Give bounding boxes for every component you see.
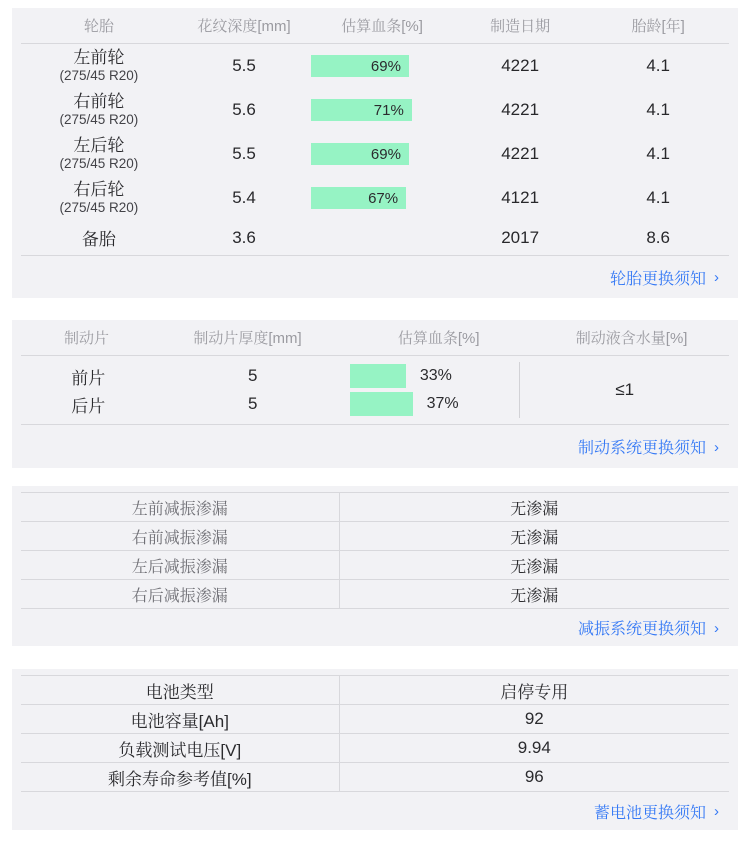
table-row (21, 763, 729, 792)
damper-value: 无渗漏 (510, 587, 559, 605)
tire-size: (275/45 R20) (59, 156, 139, 171)
battery-label: 负载测试电压[V] (21, 734, 340, 762)
battery-section (12, 669, 738, 830)
link-label: 轮胎更换须知 (609, 270, 706, 288)
tire-label: 右前轮 (73, 92, 125, 111)
brake-table-header (21, 320, 729, 356)
tire-label: 右后轮 (73, 180, 125, 199)
table-row (21, 44, 729, 88)
tire-header-age: 胎龄[年] (631, 18, 685, 35)
table-row (21, 580, 729, 609)
health-bar-label: 37% (426, 395, 459, 412)
tire-age-value: 4.1 (646, 144, 670, 163)
tire-age-value: 4.1 (646, 100, 670, 119)
health-bar (311, 143, 453, 165)
mfg-date-value: 4221 (501, 100, 540, 119)
battery-value: 启停专用 (500, 682, 569, 702)
health-bar (311, 55, 453, 77)
damper-label: 右后减振渗漏 (21, 580, 340, 608)
health-bar-fill: 67% (311, 187, 406, 209)
tire-label: 左后轮 (73, 136, 125, 155)
brake-fluid-moisture-value: ≤1 (519, 362, 729, 418)
link-label: 制动系统更换须知 (577, 440, 706, 457)
mfg-date-value: 4221 (501, 56, 540, 75)
brake-header-name: 制动片 (63, 330, 109, 347)
mfg-date-value: 4121 (501, 188, 540, 207)
mfg-date-value: 2017 (501, 227, 540, 247)
link-label: 减振系统更换须知 (577, 621, 706, 638)
tire-age-value: 4.1 (646, 56, 670, 75)
chevron-right-icon: › (714, 619, 719, 637)
tire-header-mfg-date: 制造日期 (490, 18, 551, 35)
tread-depth-value: 3.6 (232, 227, 256, 247)
tread-depth-value: 5.5 (232, 144, 256, 163)
tire-size: (275/45 R20) (59, 112, 139, 127)
table-row (21, 132, 729, 176)
tire-label: 备胎 (81, 230, 116, 249)
chevron-right-icon: › (714, 438, 719, 456)
battery-table (21, 675, 729, 792)
pad-thickness-value: 5 (248, 366, 258, 385)
health-bar-fill (350, 392, 413, 416)
damper-table (21, 492, 729, 609)
brake-header-thickness: 制动片厚度[mm] (193, 330, 302, 347)
tread-depth-value: 5.4 (232, 188, 256, 207)
tire-header-tread-depth: 花纹深度[mm] (197, 18, 291, 35)
table-row (21, 734, 729, 763)
tire-size: (275/45 R20) (59, 68, 139, 83)
tire-header-name: 轮胎 (83, 18, 114, 35)
brake-header-health: 估算血条[%] (397, 330, 480, 347)
damper-label: 右前减振渗漏 (21, 522, 340, 550)
table-row (21, 176, 729, 220)
damper-value: 无渗漏 (510, 500, 559, 518)
battery-value: 9.94 (517, 738, 551, 757)
battery-label: 电池类型 (21, 676, 340, 704)
spare-tire-row (21, 220, 729, 256)
damper-value: 无渗漏 (510, 558, 559, 576)
brake-pad-label: 前片 (71, 368, 106, 388)
table-row (21, 390, 519, 418)
damper-label: 左前减振渗漏 (21, 493, 340, 521)
health-bar-fill: 69% (311, 55, 409, 77)
table-row (21, 88, 729, 132)
health-bar-fill (350, 364, 406, 388)
tire-section (12, 8, 738, 298)
battery-label: 剩余寿命参考值[%] (21, 763, 340, 791)
health-bar (350, 364, 519, 388)
brake-table-body (21, 356, 729, 424)
health-bar-label: 33% (419, 367, 452, 384)
table-row (21, 676, 729, 705)
damper-label: 左后减振渗漏 (21, 551, 340, 579)
tire-table-header (21, 8, 729, 44)
brake-pad-label: 后片 (71, 396, 106, 416)
table-row (21, 705, 729, 734)
brake-header-fluid-moisture: 制动液含水量[%] (575, 330, 688, 347)
link-label: 蓄电池更换须知 (593, 804, 706, 822)
brake-system-notice-link[interactable] (21, 424, 729, 468)
battery-notice-link[interactable] (21, 792, 729, 830)
battery-label: 电池容量[Ah] (21, 705, 340, 733)
table-row (21, 493, 729, 522)
table-row (21, 522, 729, 551)
tread-depth-value: 5.6 (232, 100, 256, 119)
health-bar (311, 187, 453, 209)
table-row (21, 551, 729, 580)
pad-thickness-value: 5 (248, 394, 258, 413)
tread-depth-value: 5.5 (232, 56, 256, 75)
tire-age-value: 8.6 (646, 227, 670, 247)
damper-section (12, 486, 738, 646)
brake-section (12, 320, 738, 468)
damper-value: 无渗漏 (510, 529, 559, 547)
table-row (21, 362, 519, 390)
damper-system-notice-link[interactable] (21, 609, 729, 646)
tire-replacement-notice-link[interactable] (21, 256, 729, 298)
health-bar (350, 392, 519, 416)
tire-label: 左前轮 (73, 48, 125, 67)
battery-value: 96 (524, 767, 544, 786)
tire-header-health: 估算血条[%] (341, 18, 423, 35)
health-bar (311, 99, 453, 121)
mfg-date-value: 4221 (501, 144, 540, 163)
health-bar-fill: 71% (311, 99, 412, 121)
tire-size: (275/45 R20) (59, 200, 139, 215)
battery-value: 92 (524, 709, 544, 728)
chevron-right-icon: › (714, 269, 719, 286)
chevron-right-icon: › (714, 803, 719, 820)
health-bar-fill: 69% (311, 143, 409, 165)
tire-age-value: 4.1 (646, 188, 670, 207)
